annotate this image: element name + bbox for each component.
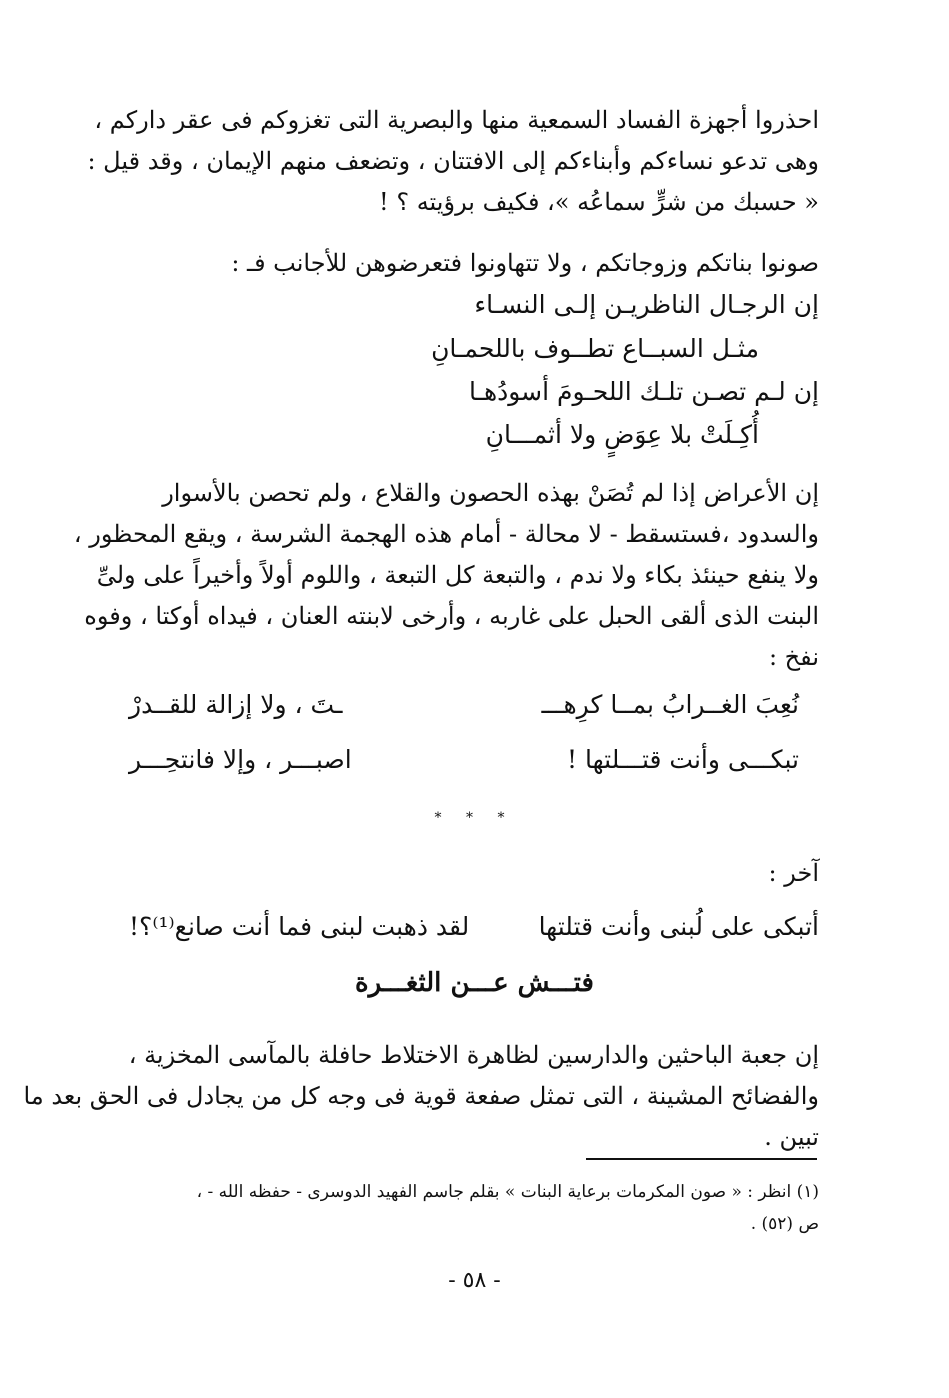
paragraph-honor: [73, 473, 819, 678]
poem-verse: [129, 334, 819, 378]
paragraph-line: والفضائح المشينة ، التى تمثل صفعة قوية فى وجه كل من يجادل فى الحق بعد ما: [23, 1082, 819, 1110]
verse-first-hemistich: نُعِبَ الغــرابُ بمــا كرِهـــ: [541, 690, 799, 719]
paragraph-line: احذروا أجهزة الفساد السمعية منها والبصرية التى تغزوكم فى عقر داركم ،: [94, 106, 819, 134]
paragraph-line: البنت الذى ألقى الحبل على غاربه ، وأرخى لابنته العنان ، فيداه أوكتا ، وفوه: [84, 602, 819, 630]
paragraph-line: وهى تدعو نساءكم وأبناءكم إلى الافتتان ، وتضعف منهم الإيمان ، وقد قيل :: [87, 147, 819, 175]
verse-second-hemistich: اصبـــر ، وإلا فانتحِـــر: [129, 745, 352, 774]
poem-verse: [129, 745, 819, 789]
other-label: [129, 853, 819, 894]
verse-first-hemistich: إن الرجـال الناظريـن إلـى النسـاء: [474, 290, 819, 319]
footnote: [129, 1176, 819, 1240]
poem-verse: [129, 690, 819, 734]
footnote-line: ص (٥٢) .: [750, 1214, 819, 1234]
paragraph-warning: [87, 100, 819, 223]
paragraph-line: إن الأعراض إذا لم تُصَنْ بهذه الحصون والقلاع ، ولم تحصن بالأسوار: [162, 479, 819, 507]
paragraph-line: ولا ينفع حينئذ بكاء ولا ندم ، والتبعة كل التبعة ، واللوم أولاً وأخيراً على ولىِّ: [96, 561, 819, 589]
paragraph-line: آخر :: [768, 859, 819, 887]
poem-verse: [129, 912, 819, 956]
verse-second-hemistich: ـتَ ، ولا إزالة للقــدرْ: [129, 690, 343, 719]
paragraph-line: « حسبك من شرٍّ سماعُه »، فكيف برؤيته ؟ !: [379, 188, 819, 216]
paragraph-line: صونوا بناتكم وزوجاتكم ، ولا تتهاونوا فتعرضوهن للأجانب فـ :: [231, 249, 819, 277]
page-number: - ٥٨ -: [448, 1268, 501, 1293]
section-separator: * * *: [434, 810, 515, 826]
verse-first-hemistich: إن لـم تصـن تلـك اللحـومَ أسودُهـا: [469, 377, 819, 406]
section-heading: فتـــش عـــن الثغـــرة: [355, 968, 594, 998]
footnote-divider: [586, 1158, 817, 1160]
poem-verse: [129, 290, 819, 334]
paragraph-line: تبين .: [764, 1123, 819, 1151]
verse-second-hemistich: أُكِـلَتْ بلا عِوَضٍ ولا أثمـــانِ: [485, 420, 759, 449]
paragraph-researchers: [23, 1035, 819, 1158]
footnote-line: (١) انظر : « صون المكرمات برعاية البنات » بقلم جاسم الفهيد الدوسرى - حفظه الله - ،: [196, 1182, 819, 1202]
paragraph-protect: [129, 243, 819, 284]
paragraph-line: إن جعبة الباحثين والدارسين لظاهرة الاختلاط حافلة بالمآسى المخزية ،: [128, 1041, 819, 1069]
paragraph-line: والسدود ،فستسقط - لا محالة - أمام هذه الهجمة الشرسة ، ويقع المحظور ،: [73, 520, 819, 548]
poem-verse: [129, 377, 819, 421]
verse-second-hemistich: مثـل السبــاع تطــوف باللحمـانِ: [431, 334, 759, 363]
poem-verse: [129, 420, 819, 464]
verse-second-hemistich: لقد ذهبت لبنى فما أنت صانع⁽¹⁾؟!: [129, 912, 470, 941]
paragraph-line: نفخ :: [768, 643, 819, 671]
verse-first-hemistich: تبكـــى وأنت قتـــلتها !: [567, 745, 799, 774]
verse-first-hemistich: أتبكى على لُبنى وأنت قتلتها: [538, 912, 819, 941]
